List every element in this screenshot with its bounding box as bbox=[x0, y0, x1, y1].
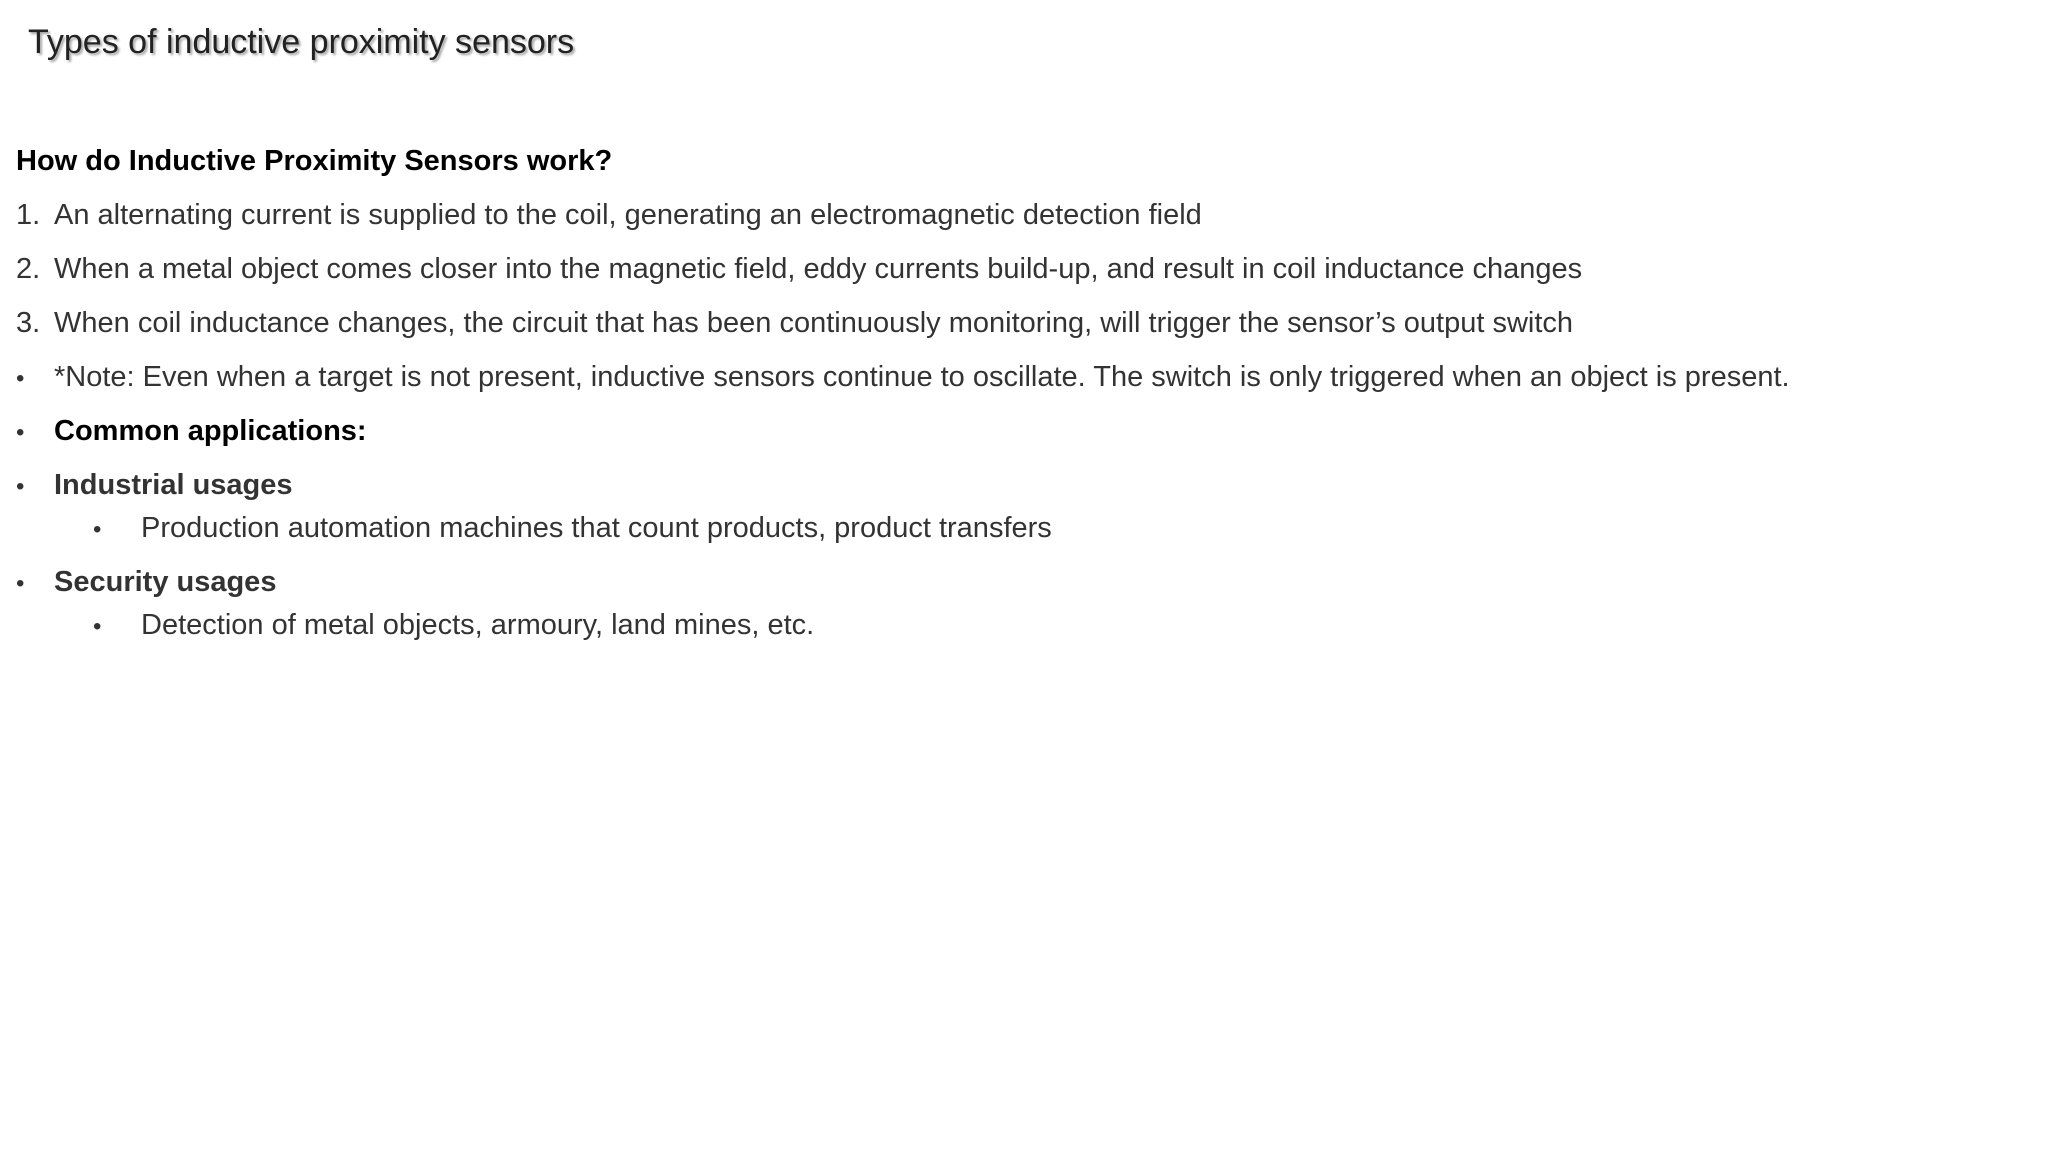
step-3 bbox=[16, 305, 2016, 341]
security-usages-bullet bbox=[16, 564, 2016, 600]
step-2 bbox=[16, 251, 2016, 287]
bullet-icon: • bbox=[16, 570, 25, 597]
industrial-usages-detail-text: Production automation machines that count products, product transfers bbox=[141, 512, 1052, 544]
note-text: *Note: Even when a target is not present, inductive sensors continue to oscillate. The switch is only triggered when an object is present. bbox=[54, 361, 1790, 393]
slide-title: Types of inductive proximity sensors bbox=[28, 23, 575, 61]
slide-body bbox=[16, 143, 2016, 643]
step-1 bbox=[16, 197, 2016, 233]
bullet-icon: • bbox=[16, 473, 25, 500]
step-number: 2. bbox=[16, 253, 41, 285]
bullet-icon: • bbox=[16, 419, 25, 446]
section-heading: How do Inductive Proximity Sensors work? bbox=[16, 145, 613, 177]
step-text: When coil inductance changes, the circuit that has been continuously monitoring, will trigger the sensor’s output switch bbox=[54, 307, 1574, 339]
security-usages-label: Security usages bbox=[54, 566, 277, 598]
applications-heading-text: Common applications: bbox=[54, 415, 367, 447]
step-number: 3. bbox=[16, 307, 41, 339]
industrial-usages-label: Industrial usages bbox=[54, 469, 293, 501]
applications-heading bbox=[16, 413, 2016, 449]
industrial-usages-detail bbox=[93, 510, 2016, 546]
step-text: An alternating current is supplied to the coil, generating an electromagnetic detection field bbox=[54, 199, 1202, 231]
security-usages-detail bbox=[93, 607, 2016, 643]
bullet-icon: • bbox=[16, 365, 25, 392]
step-text: When a metal object comes closer into the magnetic field, eddy currents build-up, and result in coil inductance changes bbox=[54, 253, 1583, 285]
industrial-usages-bullet bbox=[16, 467, 2016, 503]
security-usages-detail-text: Detection of metal objects, armoury, land mines, etc. bbox=[141, 609, 815, 641]
step-number: 1. bbox=[16, 199, 41, 231]
note-bullet bbox=[16, 359, 2016, 395]
sub-bullet-icon: • bbox=[93, 516, 102, 543]
sub-bullet-icon: • bbox=[93, 613, 102, 640]
